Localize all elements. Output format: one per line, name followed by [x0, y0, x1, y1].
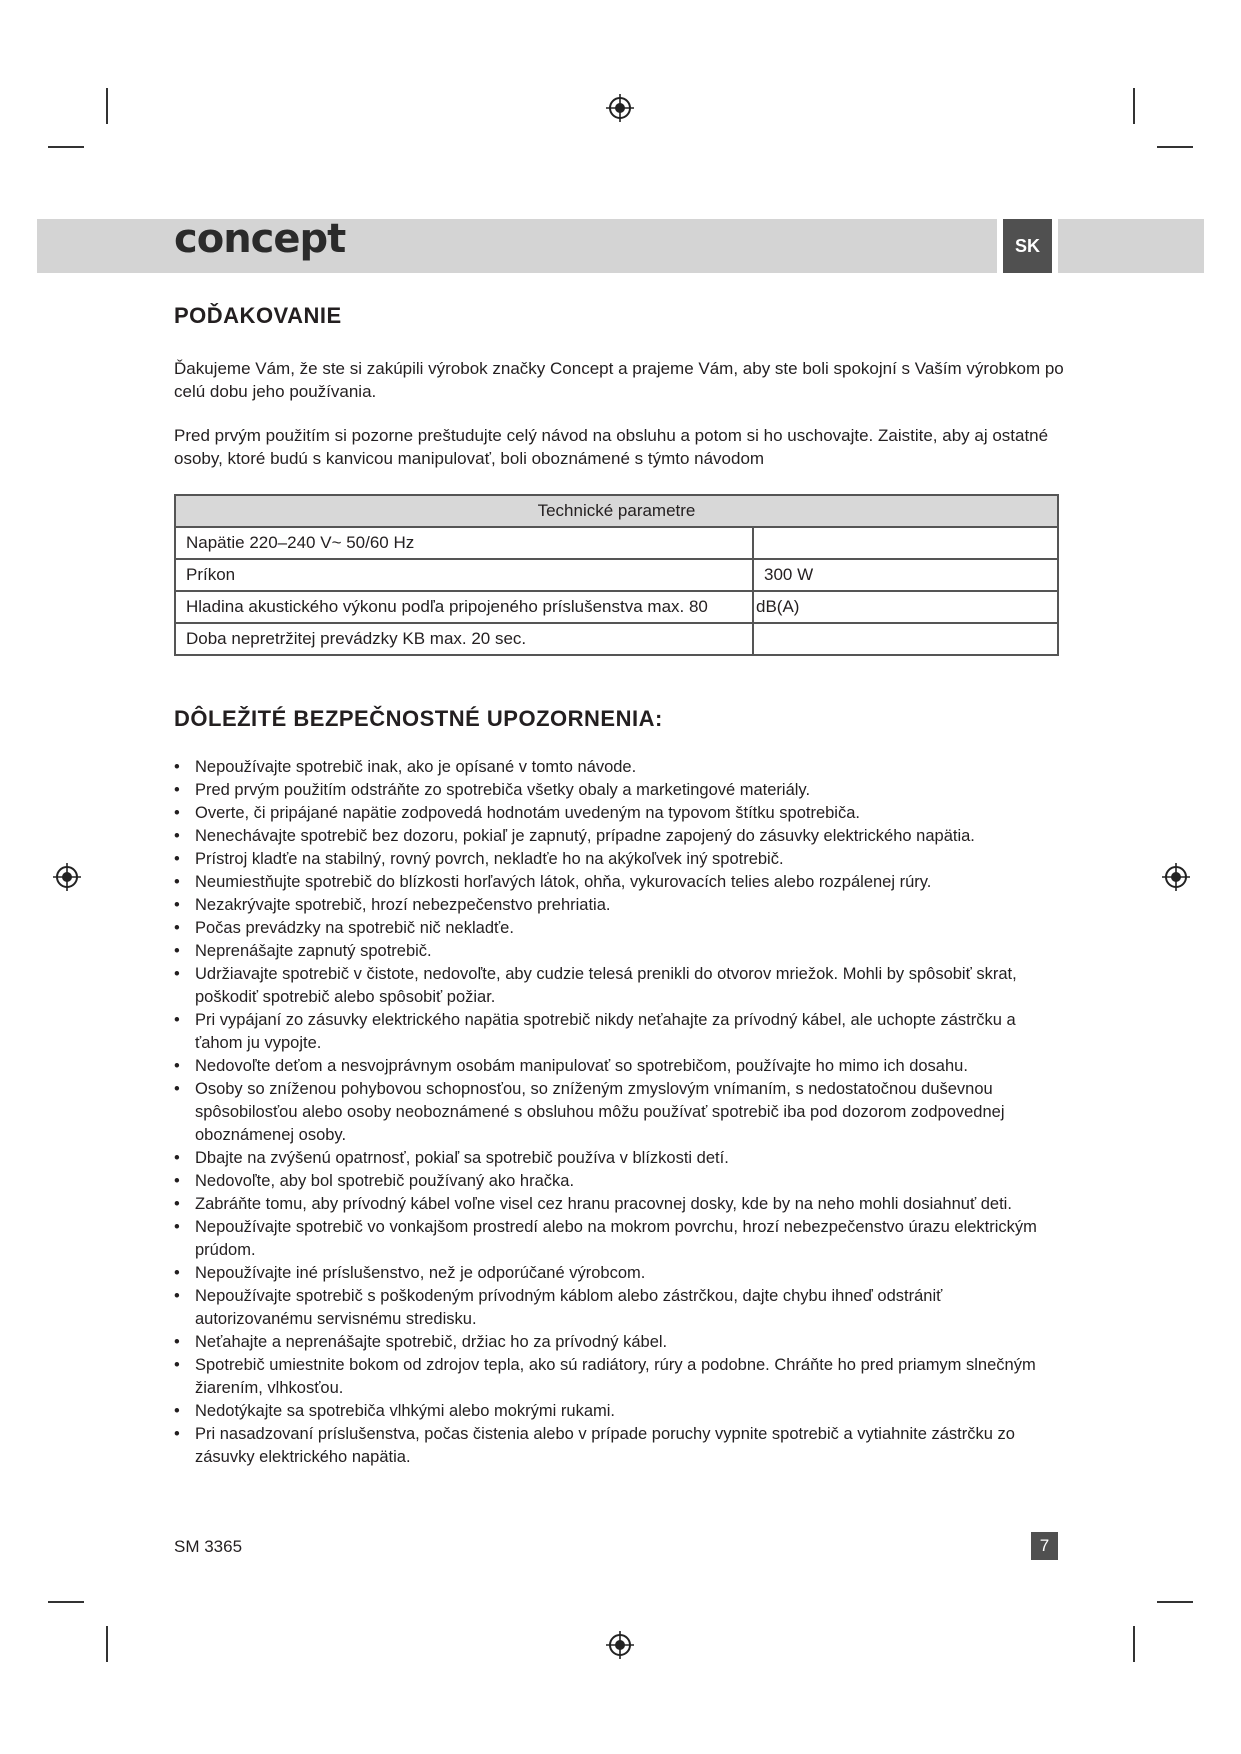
table-row: [175, 527, 1058, 559]
page-number: 7: [1031, 1532, 1058, 1560]
list-item: • Pred prvým použitím odstráňte zo spotrebiča všetky obaly a marketingové materiály.: [174, 779, 1064, 802]
param-label: Doba nepretržitej prevádzky KB max. 20 sec.: [175, 623, 753, 655]
list-item: • Dbajte na zvýšenú opatrnosť, pokiaľ sa spotrebič používa v blízkosti detí.: [174, 1147, 1064, 1170]
crop-mark: [1133, 88, 1135, 124]
list-item: • Nepoužívajte spotrebič s poškodeným prívodným káblom alebo zástrčkou, dajte chybu ihneď odstrániť autorizovanému servisnému stredisku.: [174, 1285, 1064, 1331]
thanks-title: POĎAKOVANIE: [174, 303, 342, 328]
table-row: [175, 559, 1058, 591]
header-divider: [1052, 219, 1058, 273]
crop-mark: [106, 1626, 108, 1662]
registration-mark-icon: [605, 1630, 635, 1660]
list-item: • Nepoužívajte spotrebič inak, ako je opísané v tomto návode.: [174, 756, 1064, 779]
crop-mark: [48, 1601, 84, 1603]
thanks-paragraph: Ďakujeme Vám, že ste si zakúpili výrobok značky Concept a prajeme Vám, aby ste boli spokojní s Vaším výrobkom po celú dobu jeho používania.: [174, 359, 1064, 401]
crop-mark: [1133, 1626, 1135, 1662]
list-item: • Nedovoľte deťom a nesvojprávnym osobám manipulovať so spotrebičom, používajte ho mimo ich dosahu.: [174, 1055, 1064, 1078]
list-item: • Nenechávajte spotrebič bez dozoru, pokiaľ je zapnutý, prípadne zapojený do zásuvky elektrického napätia.: [174, 825, 1064, 848]
param-value: [753, 623, 1058, 655]
tech-params-table: [174, 494, 1059, 656]
param-value: [753, 527, 1058, 559]
brand-logo: concept: [174, 216, 346, 262]
param-label: Hladina akustického výkonu podľa pripojeného príslušenstva max. 80: [175, 591, 753, 623]
list-item: • Osoby so zníženou pohybovou schopnosťou, so zníženým zmyslovým vnímaním, s nedostatočnou duševnou spôsobilosťou alebo osoby neoboznámené s obsluhou môžu používať spotrebič iba pod dozorom zodpovednej oboznámenej osoby.: [174, 1078, 1064, 1147]
list-item: • Neprenášajte zapnutý spotrebič.: [174, 940, 1064, 963]
language-badge: SK: [1003, 219, 1052, 273]
list-item: • Udržiavajte spotrebič v čistote, nedovoľte, aby cudzie telesá prenikli do otvorov mriežok. Mohli by spôsobiť skrat, poškodiť spotrebič alebo spôsobiť požiar.: [174, 963, 1064, 1009]
list-item: • Nepoužívajte spotrebič vo vonkajšom prostredí alebo na mokrom povrchu, hrozí nebezpečenstvo úrazu elektrickým prúdom.: [174, 1216, 1064, 1262]
crop-mark: [1157, 1601, 1193, 1603]
safety-list: [174, 756, 1064, 1469]
table-row: [175, 591, 1058, 623]
table-title: Technické parametre: [175, 495, 1058, 527]
registration-mark-icon: [52, 862, 82, 892]
param-label: Napätie 220–240 V~ 50/60 Hz: [175, 527, 753, 559]
list-item: • Spotrebič umiestnite bokom od zdrojov tepla, ako sú radiátory, rúry a podobne. Chráňte ho pred priamym slnečným žiarením, vlhkosťou.: [174, 1354, 1064, 1400]
table-row: [175, 623, 1058, 655]
crop-mark: [106, 88, 108, 124]
table-header-row: [175, 495, 1058, 527]
instructions-paragraph: Pred prvým použitím si pozorne preštudujte celý návod na obsluhu a potom si ho uschovajte. Zaistite, aby aj ostatné osoby, ktoré budú s kanvicou manipulovať, boli oboznámené s týmto návodom: [174, 426, 1049, 468]
param-value: 300 W: [753, 559, 1058, 591]
list-item: • Pri vypájaní zo zásuvky elektrického napätia spotrebič nikdy neťahajte za prívodný kábel, ale uchopte zástrčku a ťahom ju vypojte.: [174, 1009, 1064, 1055]
list-item: • Pri nasadzovaní príslušenstva, počas čistenia alebo v prípade poruchy vypnite spotrebič a vytiahnite zástrčku zo zásuvky elektrického napätia.: [174, 1423, 1064, 1469]
list-item: • Overte, či pripájané napätie zodpovedá hodnotám uvedeným na typovom štítku spotrebiča.: [174, 802, 1064, 825]
list-item: • Neťahajte a neprenášajte spotrebič, držiac ho za prívodný kábel.: [174, 1331, 1064, 1354]
param-label: Príkon: [175, 559, 753, 591]
list-item: • Nepoužívajte iné príslušenstvo, než je odporúčané výrobcom.: [174, 1262, 1064, 1285]
list-item: • Prístroj kladťe na stabilný, rovný povrch, nekladťe ho na akýkoľvek iný spotrebič.: [174, 848, 1064, 871]
registration-mark-icon: [605, 93, 635, 123]
safety-title: DÔLEŽITÉ BEZPEČNOSTNÉ UPOZORNENIA:: [174, 706, 663, 731]
crop-mark: [1157, 146, 1193, 148]
registration-mark-icon: [1161, 862, 1191, 892]
param-value: dB(A): [753, 591, 1058, 623]
list-item: • Nezakrývajte spotrebič, hrozí nebezpečenstvo prehriatia.: [174, 894, 1064, 917]
list-item: • Počas prevádzky na spotrebič nič nekladťe.: [174, 917, 1064, 940]
list-item: • Nedovoľte, aby bol spotrebič používaný ako hračka.: [174, 1170, 1064, 1193]
list-item: • Nedotýkajte sa spotrebiča vlhkými alebo mokrými rukami.: [174, 1400, 1064, 1423]
crop-mark: [48, 146, 84, 148]
list-item: • Zabráňte tomu, aby prívodný kábel voľne visel cez hranu pracovnej dosky, kde by na neho mohli dosiahnuť deti.: [174, 1193, 1064, 1216]
list-item: • Neumiestňujte spotrebič do blízkosti horľavých látok, ohňa, vykurovacích telies alebo rozpálenej rúry.: [174, 871, 1064, 894]
model-number: SM 3365: [174, 1537, 243, 1556]
